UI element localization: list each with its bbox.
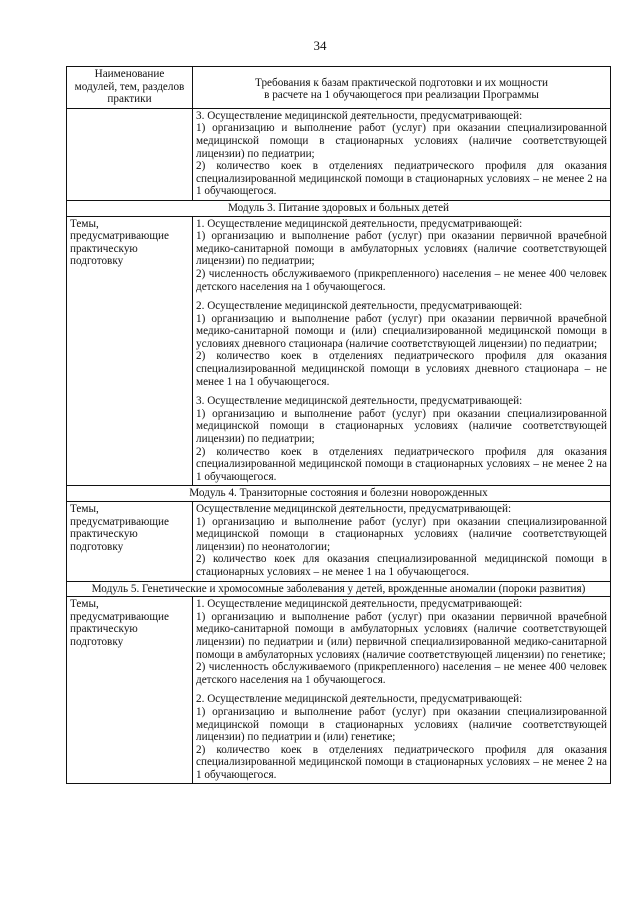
requirement-item: 1) организацию и выполнение работ (услуг) при оказании специализированной медицинской помощи в стационарных условиях (наличие соответствующей лицензии) по педиатрии и (или) генетике; xyxy=(196,705,607,744)
requirement-heading: 2. Осуществление медицинской деятельности, предусматривающей: xyxy=(196,300,523,313)
requirement-block xyxy=(196,693,607,781)
requirement-item: 1) организацию и выполнение работ (услуг) при оказании первичной врачебной медико-санитарной помощи и (или) специализированной медицинской помощи в условиях дневного стационара (наличие соответствующей лицензии) по педиатрии; xyxy=(196,312,607,350)
module-5-title: Модуль 5. Генетические и хромосомные заболевания у детей, врожденные аномалии (пороки развития) xyxy=(67,581,611,597)
requirement-item: 1) организацию и выполнение работ (услуг) при оказании первичной врачебной медико-санитарной помощи в амбулаторных условиях (наличие соответствующей лицензии) по педиатрии; xyxy=(196,230,607,268)
page-number: 34 xyxy=(313,38,327,53)
requirement-item: 1) организацию и выполнение работ (услуг) при оказании специализированной медицинской помощи в стационарных условиях (наличие соответствующей лицензии) по неонатологии; xyxy=(196,515,607,553)
module-3-title: Модуль 3. Питание здоровых и больных детей xyxy=(67,200,611,216)
requirement-item: 2) количество коек в отделениях педиатрического профиля для оказания специализированной медицинской помощи в стационарных условиях – не менее 2 на 1 обучающегося. xyxy=(196,743,607,781)
requirement-item: 1) организацию и выполнение работ (услуг) при оказании специализированной медицинской помощи в стационарных условиях (наличие соответствующей лицензии) по педиатрии; xyxy=(196,407,607,446)
module-title-row xyxy=(67,486,611,502)
requirement-heading: 3. Осуществление медицинской деятельности, предусматривающей: xyxy=(196,395,523,408)
requirement-heading: Осуществление медицинской деятельности, предусматривающей: xyxy=(196,503,512,515)
requirement-item: 1) организацию и выполнение работ (услуг) при оказании специализированной медицинской помощи в стационарных условиях (наличие соответствующей лицензии) по педиатрии; xyxy=(196,122,607,160)
requirement-block xyxy=(196,110,607,198)
requirements-cell xyxy=(193,597,611,784)
requirement-item: 2) количество коек в отделениях педиатрического профиля для оказания специализированной медицинской помощи в условиях дневного стационара – не менее 1 на 1 обучающегося. xyxy=(196,350,607,388)
empty-left-cell xyxy=(67,108,193,200)
table-row xyxy=(67,216,611,486)
requirement-item: 2) количество коек для оказания специализированной медицинской помощи в стационарных условиях – не менее 1 на 1 обучающегося. xyxy=(196,553,607,578)
module-title-row xyxy=(67,581,611,597)
topics-label-cell: Темы, предусматривающие практическую подготовку xyxy=(67,216,193,486)
header-col1-line: модулей, тем, разделов xyxy=(74,80,185,93)
table-row xyxy=(67,502,611,582)
requirement-item: 2) численность обслуживаемого (прикрепленного) населения – не менее 400 человек детского населения на 1 обучающегося. xyxy=(196,661,607,686)
requirement-heading: 1. Осуществление медицинской деятельности, предусматривающей: xyxy=(196,598,523,611)
header-col1-line: практики xyxy=(107,93,152,106)
header-modules-cell xyxy=(67,67,193,109)
header-col1-line: Наименование xyxy=(94,68,165,80)
header-col2-line: Требования к базам практической подготовки и их мощности xyxy=(255,76,548,89)
topics-label-cell: Темы, предусматривающие практическую подготовку xyxy=(67,502,193,582)
requirement-block xyxy=(196,218,607,294)
module-4-title: Модуль 4. Транзиторные состояния и болезни новорожденных xyxy=(67,486,611,502)
requirement-block xyxy=(196,598,607,686)
module-title-row xyxy=(67,200,611,216)
topics-label-cell: Темы, предусматривающие практическую подготовку xyxy=(67,597,193,784)
header-col2-line: в расчете на 1 обучающегося при реализации Программы xyxy=(264,89,539,102)
requirement-heading: 2. Осуществление медицинской деятельности, предусматривающей: xyxy=(196,693,523,706)
requirement-block xyxy=(196,395,607,483)
requirements-cell xyxy=(193,216,611,486)
requirement-block xyxy=(196,300,607,388)
requirement-heading: 3. Осуществление медицинской деятельности, предусматривающей: xyxy=(196,109,523,122)
requirement-item: 2) количество коек в отделениях педиатрического профиля для оказания специализированной медицинской помощи в стационарных условиях – не менее 2 на 1 обучающегося. xyxy=(196,160,607,198)
requirement-item: 2) количество коек в отделениях педиатрического профиля для оказания специализированной медицинской помощи в стационарных условиях – не менее 2 на 1 обучающегося. xyxy=(196,445,607,483)
table-row xyxy=(67,108,611,200)
requirements-table xyxy=(66,66,611,784)
requirements-cell xyxy=(193,502,611,582)
requirement-item: 1) организацию и выполнение работ (услуг) при оказании первичной врачебной медико-санитарной помощи в амбулаторных условиях (наличие соответствующей лицензии) по педиатрии и (или) первичной специализированной медико-санитарной помощи в амбулаторных условиях (наличие соответствующей лицензии) по генетике; xyxy=(196,610,607,661)
table-row xyxy=(67,597,611,784)
requirement-heading: 1. Осуществление медицинской деятельности, предусматривающей: xyxy=(196,217,523,230)
requirement-item: 2) численность обслуживаемого (прикрепленного) населения – не менее 400 человек детского населения на 1 обучающегося. xyxy=(196,267,607,293)
requirements-cell xyxy=(193,108,611,200)
header-requirements-cell xyxy=(193,67,611,109)
table-header-row xyxy=(67,67,611,109)
requirement-block xyxy=(196,503,607,579)
